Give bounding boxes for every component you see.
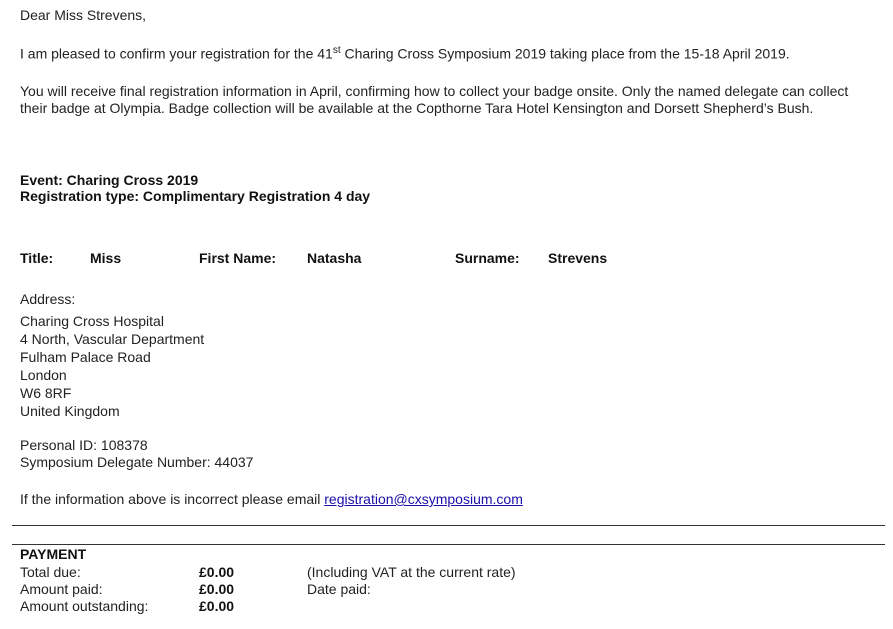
surname-value: Strevens — [548, 250, 608, 266]
divider — [12, 544, 885, 545]
registration-email-link[interactable]: registration@cxsymposium.com — [324, 491, 523, 507]
address-label: Address: — [20, 291, 76, 307]
amount-paid-label: Amount paid: — [20, 581, 103, 597]
title-label: Title: — [20, 250, 54, 266]
address-block — [20, 312, 204, 420]
confirmation-text — [20, 45, 790, 62]
date-paid-label: Date paid: — [307, 581, 371, 597]
ordinal-suffix: st — [332, 45, 341, 56]
address-line: Charing Cross Hospital — [20, 313, 164, 329]
first-name-label: First Name: — [199, 250, 277, 266]
incorrect-info-text: If the information above is incorrect please email — [20, 491, 325, 507]
title-value: Miss — [90, 250, 122, 266]
address-line: W6 8RF — [20, 385, 72, 401]
confirmation-suffix: Charing Cross Symposium 2019 taking place from the 15-18 April 2019. — [340, 45, 790, 62]
incorrect-info-line — [20, 491, 523, 507]
registration-type-line: Registration type: Complimentary Registration 4 day — [20, 188, 371, 204]
address-line: London — [20, 367, 67, 383]
greeting: Dear Miss Strevens, — [20, 7, 147, 23]
address-line: Fulham Palace Road — [20, 349, 151, 365]
address-line: United Kingdom — [20, 403, 120, 419]
total-due-label: Total due: — [20, 564, 81, 580]
payment-heading: PAYMENT — [20, 546, 87, 562]
divider — [12, 525, 885, 526]
amount-outstanding-label: Amount outstanding: — [20, 598, 149, 614]
amount-outstanding-value: £0.00 — [199, 598, 235, 614]
delegate-number: Symposium Delegate Number: 44037 — [20, 454, 254, 470]
badge-info-paragraph: You will receive final registration information in April, confirming how to collect your badge onsite. Only the named delegate can collect their badge at Olympia. Badge collection will be available at the Copthorne Tara Hotel Kensington and Dorsett Shepherd’s Bush. — [20, 83, 849, 116]
personal-id: Personal ID: 108378 — [20, 437, 148, 453]
address-line: 4 North, Vascular Department — [20, 331, 205, 347]
total-due-value: £0.00 — [199, 564, 235, 580]
vat-note: (Including VAT at the current rate) — [307, 564, 516, 580]
surname-label: Surname: — [455, 250, 520, 266]
first-name-value: Natasha — [307, 250, 362, 266]
amount-paid-value: £0.00 — [199, 581, 235, 597]
confirmation-prefix: I am pleased to confirm your registration for the 41 — [20, 45, 333, 62]
event-line: Event: Charing Cross 2019 — [20, 172, 199, 188]
